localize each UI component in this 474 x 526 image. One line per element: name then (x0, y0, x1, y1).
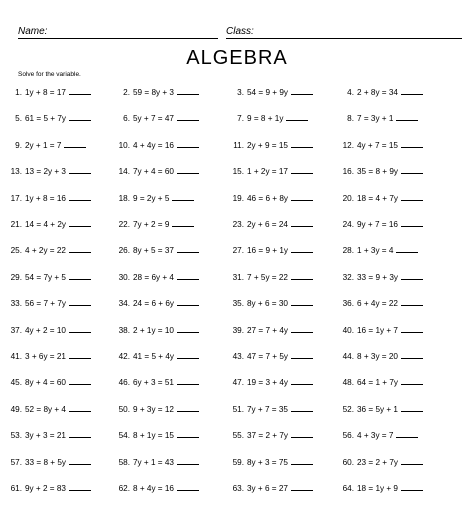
problem-equation: 9 + 3y = 12 (133, 404, 174, 414)
problem-item (108, 112, 223, 124)
problem-item (222, 429, 337, 441)
problem-equation: 7y + 1 = 43 (133, 457, 174, 467)
problem-equation: 3y + 3 = 21 (25, 431, 66, 441)
problem-equation: 36 = 5y + 1 (357, 404, 398, 414)
problem-number: 14. (118, 167, 130, 177)
problem-number: 33. (10, 299, 22, 309)
problem-equation: 8y + 4 = 60 (25, 378, 66, 388)
problem-equation: 46 = 6 + 8y (247, 193, 288, 203)
problem-number: 44. (342, 352, 354, 361)
answer-blank[interactable] (177, 297, 199, 306)
problem-item (332, 165, 447, 177)
problem-number: 59. (232, 457, 244, 467)
problem-item (332, 297, 447, 309)
answer-blank[interactable] (177, 271, 199, 280)
problem-number: 24. (342, 220, 354, 229)
problem-number: 32. (342, 272, 354, 282)
problem-item (222, 165, 337, 177)
worksheet-header (0, 0, 474, 40)
problem-equation: 1 + 2y = 17 (247, 167, 288, 177)
answer-blank[interactable] (69, 244, 91, 253)
problem-equation: 16 = 1y + 7 (357, 325, 398, 335)
worksheet-title: ALGEBRA (186, 47, 288, 69)
answer-blank[interactable] (401, 376, 423, 385)
problem-item (222, 86, 337, 98)
answer-blank[interactable] (177, 324, 199, 333)
problem-equation: 1y + 8 = 16 (25, 193, 66, 203)
problem-equation: 8y + 3 = 75 (247, 457, 288, 467)
problem-equation: 1 + 3y = 4 (357, 246, 394, 256)
problem-item (222, 271, 337, 283)
problem-equation: 56 = 7 + 7y (25, 299, 66, 309)
answer-blank[interactable] (291, 218, 313, 227)
answer-blank[interactable] (291, 350, 313, 359)
problem-equation: 54 = 7y + 5 (25, 272, 66, 282)
problem-number: 10. (118, 140, 130, 150)
answer-blank[interactable] (286, 112, 308, 121)
problem-equation: 7 = 3y + 1 (357, 114, 394, 124)
problem-equation: 2y + 6 = 24 (247, 220, 288, 229)
problem-number: 45. (10, 378, 22, 388)
problem-equation: 4 + 4y = 16 (133, 140, 174, 150)
problem-number: 49. (10, 404, 22, 414)
problem-item (222, 192, 337, 204)
answer-blank[interactable] (401, 403, 423, 412)
problem-equation: 54 = 9 + 9y (247, 88, 288, 97)
problem-equation: 9y + 7 = 16 (357, 220, 398, 229)
problem-number: 52. (342, 404, 354, 414)
problem-equation: 7 + 5y = 22 (247, 272, 288, 282)
problem-item (108, 192, 223, 204)
problem-equation: 3 + 6y = 21 (25, 352, 66, 361)
problem-item (222, 456, 337, 468)
problem-number: 5. (15, 114, 22, 124)
problem-number: 22. (118, 220, 130, 229)
problem-number: 43. (232, 352, 244, 361)
problem-number: 50. (118, 404, 130, 414)
problem-item (108, 350, 223, 362)
problem-number: 3. (237, 88, 244, 97)
problem-number: 11. (233, 140, 244, 150)
problem-item (108, 429, 223, 441)
problem-number: 31. (232, 272, 244, 282)
answer-blank[interactable] (69, 456, 91, 465)
problem-item (108, 297, 223, 309)
problem-equation: 1y + 8 = 17 (25, 88, 66, 97)
answer-blank[interactable] (401, 482, 423, 491)
problem-equation: 47 = 7 + 5y (247, 352, 288, 361)
problem-equation: 4y + 2 = 10 (25, 325, 66, 335)
problem-item (0, 403, 115, 415)
problem-item (108, 139, 223, 151)
answer-blank[interactable] (401, 297, 423, 306)
problem-number: 61. (10, 484, 22, 493)
answer-blank[interactable] (291, 403, 313, 412)
class-label: Class: (226, 26, 254, 37)
problem-item (0, 482, 115, 494)
problem-equation: 2y + 1 = 7 (25, 140, 62, 150)
problem-equation: 18 = 4 + 7y (357, 193, 398, 203)
problem-equation: 4 + 2y = 22 (25, 246, 66, 256)
answer-blank[interactable] (177, 244, 199, 253)
problem-equation: 2 + 8y = 34 (357, 88, 398, 97)
problem-equation: 6y + 3 = 51 (133, 378, 174, 388)
problem-item (332, 456, 447, 468)
answer-blank[interactable] (401, 86, 423, 95)
answer-blank[interactable] (401, 271, 423, 280)
answer-blank[interactable] (69, 86, 91, 95)
answer-blank[interactable] (177, 86, 199, 95)
problem-item (108, 376, 223, 388)
problem-item (0, 192, 115, 204)
answer-blank[interactable] (401, 350, 423, 359)
problem-item (332, 218, 447, 230)
problem-equation: 18 = 1y + 9 (357, 484, 398, 493)
problem-equation: 24 = 6 + 6y (133, 299, 174, 309)
problem-equation: 8 + 3y = 20 (357, 352, 398, 361)
problem-number: 18. (118, 193, 130, 203)
problem-equation: 8 + 1y = 15 (133, 431, 174, 441)
problem-equation: 35 = 8 + 9y (357, 167, 398, 177)
answer-blank[interactable] (69, 112, 91, 121)
problem-equation: 8y + 6 = 30 (247, 299, 288, 309)
problem-equation: 28 = 6y + 4 (133, 272, 174, 282)
problem-equation: 23 = 2 + 7y (357, 457, 398, 467)
problem-number: 35. (232, 299, 244, 309)
problem-item (0, 297, 115, 309)
problem-number: 25. (10, 246, 22, 256)
problem-number: 54. (118, 431, 130, 441)
problem-item (332, 350, 447, 362)
problem-item (0, 376, 115, 388)
problem-item (0, 86, 115, 98)
problem-item (0, 244, 115, 256)
problem-item (108, 324, 223, 336)
answer-blank[interactable] (401, 192, 423, 201)
answer-blank[interactable] (69, 271, 91, 280)
problem-number: 56. (342, 431, 354, 441)
answer-blank[interactable] (69, 218, 91, 227)
answer-blank[interactable] (401, 324, 423, 333)
problem-item (332, 324, 447, 336)
problem-equation: 4y + 7 = 15 (357, 140, 398, 150)
answer-blank[interactable] (177, 403, 199, 412)
problem-number: 57. (10, 457, 22, 467)
answer-blank[interactable] (69, 192, 91, 201)
answer-blank[interactable] (291, 429, 313, 438)
problem-equation: 8y + 5 = 37 (133, 246, 174, 256)
problem-number: 20. (342, 193, 354, 203)
answer-blank[interactable] (291, 244, 313, 253)
problem-item (332, 403, 447, 415)
problem-item (332, 192, 447, 204)
answer-blank[interactable] (291, 139, 313, 148)
problem-item (108, 165, 223, 177)
problem-equation: 13 = 2y + 3 (25, 167, 66, 177)
problem-item (108, 403, 223, 415)
problem-item (108, 271, 223, 283)
problem-number: 38. (118, 325, 130, 335)
problem-item (108, 482, 223, 494)
problem-item (0, 271, 115, 283)
answer-blank[interactable] (64, 139, 86, 148)
answer-blank[interactable] (177, 429, 199, 438)
problem-item (222, 324, 337, 336)
problem-number: 6. (123, 114, 130, 124)
problem-item (108, 244, 223, 256)
problem-item (332, 271, 447, 283)
problem-item (222, 139, 337, 151)
problem-number: 62. (118, 484, 130, 493)
answer-blank[interactable] (291, 456, 313, 465)
problem-number: 29. (10, 272, 22, 282)
problem-number: 64. (342, 484, 354, 493)
problem-equation: 14 = 4 + 2y (25, 220, 66, 229)
answer-blank[interactable] (172, 192, 194, 201)
problem-number: 36. (342, 299, 354, 309)
problem-number: 41. (10, 352, 22, 361)
problem-number: 51. (232, 404, 244, 414)
answer-blank[interactable] (177, 456, 199, 465)
problem-equation: 37 = 2 + 7y (247, 431, 288, 441)
problem-equation: 59 = 8y + 3 (133, 88, 174, 97)
problem-item (222, 482, 337, 494)
problem-equation: 9 = 2y + 5 (133, 193, 170, 203)
problem-item (108, 86, 223, 98)
answer-blank[interactable] (177, 139, 199, 148)
problem-equation: 9 = 8 + 1y (247, 114, 284, 124)
problem-equation: 6 + 4y = 22 (357, 299, 398, 309)
problem-number: 63. (232, 484, 244, 493)
problem-item (222, 350, 337, 362)
answer-blank[interactable] (291, 271, 313, 280)
name-line (18, 38, 218, 39)
problem-number: 23. (232, 220, 244, 229)
problem-equation: 33 = 8 + 5y (25, 457, 66, 467)
problem-number: 34. (118, 299, 130, 309)
problem-item (0, 456, 115, 468)
problem-number: 40. (342, 325, 354, 335)
problem-item (0, 139, 115, 151)
problem-number: 60. (342, 457, 354, 467)
answer-blank[interactable] (291, 86, 313, 95)
problem-item (0, 324, 115, 336)
answer-blank[interactable] (291, 297, 313, 306)
problem-number: 17. (10, 193, 22, 203)
problem-number: 30. (118, 272, 130, 282)
answer-blank[interactable] (177, 376, 199, 385)
answer-blank[interactable] (396, 244, 418, 253)
problem-equation: 19 = 3 + 4y (247, 378, 288, 388)
problem-item (0, 165, 115, 177)
answer-blank[interactable] (172, 218, 194, 227)
problem-number: 1. (15, 88, 22, 97)
problem-item (222, 112, 337, 124)
problem-item (332, 244, 447, 256)
answer-blank[interactable] (291, 165, 313, 174)
problem-equation: 2 + 1y = 10 (133, 325, 174, 335)
problem-equation: 7y + 7 = 35 (247, 404, 288, 414)
problem-equation: 3y + 6 = 27 (247, 484, 288, 493)
problem-number: 53. (10, 431, 22, 441)
problem-number: 55. (232, 431, 244, 441)
answer-blank[interactable] (177, 350, 199, 359)
problem-item (332, 139, 447, 151)
answer-blank[interactable] (69, 165, 91, 174)
answer-blank[interactable] (69, 429, 91, 438)
problem-equation: 2y + 9 = 15 (247, 140, 288, 150)
answer-blank[interactable] (396, 112, 418, 121)
answer-blank[interactable] (401, 218, 423, 227)
problem-equation: 52 = 8y + 4 (25, 404, 66, 414)
answer-blank[interactable] (69, 376, 91, 385)
problem-item (222, 403, 337, 415)
answer-blank[interactable] (69, 350, 91, 359)
answer-blank[interactable] (69, 403, 91, 412)
problem-equation: 7y + 2 = 9 (133, 220, 170, 229)
problem-number: 27. (232, 246, 244, 256)
problem-number: 46. (118, 378, 130, 388)
problem-equation: 5y + 7 = 47 (133, 114, 174, 124)
problem-equation: 8 + 4y = 16 (133, 484, 174, 493)
answer-blank[interactable] (69, 482, 91, 491)
problem-number: 48. (342, 378, 354, 388)
answer-blank[interactable] (177, 165, 199, 174)
problem-item (0, 112, 115, 124)
problem-number: 7. (237, 114, 244, 124)
name-label: Name: (18, 26, 48, 37)
problem-number: 12. (342, 140, 354, 150)
answer-blank[interactable] (401, 139, 423, 148)
answer-blank[interactable] (396, 429, 418, 438)
answer-blank[interactable] (291, 324, 313, 333)
problem-item (332, 112, 447, 124)
problem-equation: 9y + 2 = 83 (25, 484, 66, 493)
problem-number: 26. (118, 246, 130, 256)
answer-blank[interactable] (177, 482, 199, 491)
problem-number: 37. (10, 325, 22, 335)
problem-item (108, 218, 223, 230)
problem-item (222, 376, 337, 388)
problem-number: 28. (342, 246, 354, 256)
instruction-text: Solve for the variable. (18, 71, 81, 78)
problem-item (0, 350, 115, 362)
problem-number: 42. (118, 352, 130, 361)
answer-blank[interactable] (291, 192, 313, 201)
problem-equation: 27 = 7 + 4y (247, 325, 288, 335)
answer-blank[interactable] (177, 112, 199, 121)
problem-number: 13. (10, 167, 22, 177)
problem-number: 4. (347, 88, 354, 97)
answer-blank[interactable] (69, 297, 91, 306)
problem-number: 9. (15, 140, 22, 150)
answer-blank[interactable] (291, 482, 313, 491)
problem-item (332, 376, 447, 388)
problem-equation: 41 = 5 + 4y (133, 352, 174, 361)
problem-number: 21. (10, 220, 22, 229)
answer-blank[interactable] (69, 324, 91, 333)
problem-item (0, 218, 115, 230)
answer-blank[interactable] (401, 165, 423, 174)
class-line (226, 38, 462, 39)
problem-item (332, 429, 447, 441)
problem-number: 58. (118, 457, 130, 467)
problem-equation: 64 = 1 + 7y (357, 378, 398, 388)
problem-number: 47. (232, 378, 244, 388)
problem-equation: 33 = 9 + 3y (357, 272, 398, 282)
problem-item (332, 86, 447, 98)
problem-number: 15. (232, 167, 244, 177)
answer-blank[interactable] (401, 456, 423, 465)
problem-item (332, 482, 447, 494)
problem-equation: 7y + 4 = 60 (133, 167, 174, 177)
answer-blank[interactable] (291, 376, 313, 385)
problem-item (222, 297, 337, 309)
problem-number: 2. (123, 88, 130, 97)
problem-item (222, 244, 337, 256)
problem-equation: 4 + 3y = 7 (357, 431, 394, 441)
problem-number: 8. (347, 114, 354, 124)
problem-number: 19. (232, 193, 244, 203)
problem-item (222, 218, 337, 230)
problem-item (0, 429, 115, 441)
problem-item (108, 456, 223, 468)
problem-number: 39. (232, 325, 244, 335)
problem-number: 16. (342, 167, 354, 177)
problem-equation: 16 = 9 + 1y (247, 246, 288, 256)
problem-equation: 61 = 5 + 7y (25, 114, 66, 124)
